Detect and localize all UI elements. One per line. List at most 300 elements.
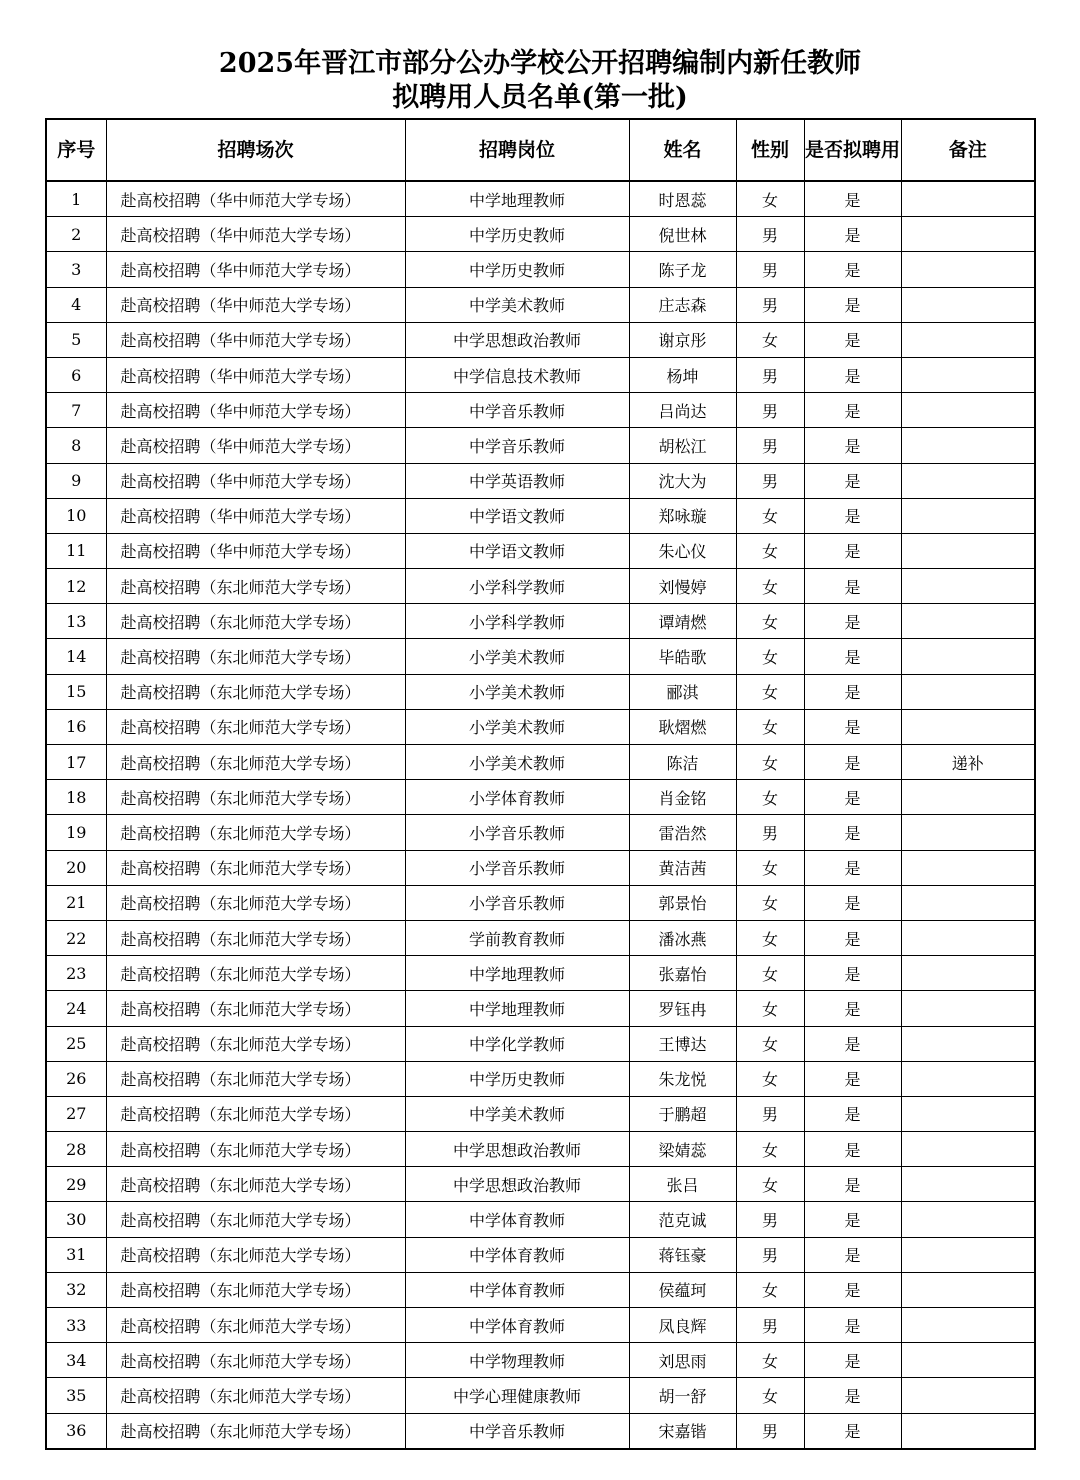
cell-no: 14 [46, 639, 106, 674]
cell-no: 31 [46, 1237, 106, 1272]
cell-session: 赴高校招聘（东北师范大学专场） [106, 674, 405, 709]
cell-position: 中学心理健康教师 [405, 1378, 629, 1413]
cell-gender: 男 [736, 463, 804, 498]
table-row [46, 1061, 1035, 1096]
cell-no: 1 [46, 181, 106, 217]
cell-session: 赴高校招聘（东北师范大学专场） [106, 1096, 405, 1131]
cell-gender: 男 [736, 1413, 804, 1449]
cell-name: 谢京彤 [629, 322, 736, 357]
cell-remark [901, 674, 1035, 709]
table-row [46, 498, 1035, 533]
cell-remark [901, 780, 1035, 815]
cell-no: 34 [46, 1343, 106, 1378]
cell-session: 赴高校招聘（东北师范大学专场） [106, 885, 405, 920]
cell-session: 赴高校招聘（华中师范大学专场） [106, 498, 405, 533]
table-row [46, 850, 1035, 885]
cell-gender: 女 [736, 1167, 804, 1202]
cell-session: 赴高校招聘（东北师范大学专场） [106, 1026, 405, 1061]
cell-session: 赴高校招聘（东北师范大学专场） [106, 1061, 405, 1096]
cell-hired: 是 [804, 1343, 901, 1378]
cell-no: 26 [46, 1061, 106, 1096]
cell-no: 36 [46, 1413, 106, 1449]
cell-session: 赴高校招聘（东北师范大学专场） [106, 1308, 405, 1343]
table-row [46, 217, 1035, 252]
cell-hired: 是 [804, 850, 901, 885]
cell-name: 梁婧蕊 [629, 1132, 736, 1167]
cell-session: 赴高校招聘（华中师范大学专场） [106, 463, 405, 498]
cell-no: 35 [46, 1378, 106, 1413]
cell-no: 29 [46, 1167, 106, 1202]
cell-session: 赴高校招聘（东北师范大学专场） [106, 850, 405, 885]
cell-name: 范克诚 [629, 1202, 736, 1237]
table-row [46, 181, 1035, 217]
cell-remark [901, 991, 1035, 1026]
cell-position: 中学思想政治教师 [405, 1167, 629, 1202]
cell-name: 雷浩然 [629, 815, 736, 850]
cell-name: 谭靖燃 [629, 604, 736, 639]
cell-hired: 是 [804, 991, 901, 1026]
cell-remark [901, 498, 1035, 533]
cell-gender: 女 [736, 780, 804, 815]
cell-gender: 女 [736, 745, 804, 780]
cell-hired: 是 [804, 569, 901, 604]
cell-position: 小学音乐教师 [405, 815, 629, 850]
cell-session: 赴高校招聘（东北师范大学专场） [106, 1167, 405, 1202]
cell-name: 刘思雨 [629, 1343, 736, 1378]
cell-hired: 是 [804, 1096, 901, 1131]
cell-gender: 女 [736, 991, 804, 1026]
cell-hired: 是 [804, 428, 901, 463]
cell-hired: 是 [804, 1202, 901, 1237]
cell-name: 郦淇 [629, 674, 736, 709]
cell-remark [901, 1378, 1035, 1413]
cell-session: 赴高校招聘（东北师范大学专场） [106, 569, 405, 604]
cell-position: 小学体育教师 [405, 780, 629, 815]
cell-no: 25 [46, 1026, 106, 1061]
cell-gender: 男 [736, 1096, 804, 1131]
table-row [46, 674, 1035, 709]
cell-hired: 是 [804, 815, 901, 850]
cell-hired: 是 [804, 780, 901, 815]
cell-name: 宋嘉锴 [629, 1413, 736, 1449]
cell-gender: 男 [736, 357, 804, 392]
cell-hired: 是 [804, 604, 901, 639]
cell-session: 赴高校招聘（东北师范大学专场） [106, 1132, 405, 1167]
cell-position: 中学历史教师 [405, 217, 629, 252]
cell-no: 7 [46, 393, 106, 428]
cell-remark [901, 1132, 1035, 1167]
cell-name: 吕尚达 [629, 393, 736, 428]
cell-position: 小学科学教师 [405, 604, 629, 639]
cell-no: 12 [46, 569, 106, 604]
cell-gender: 男 [736, 1237, 804, 1272]
cell-position: 中学思想政治教师 [405, 322, 629, 357]
cell-hired: 是 [804, 1308, 901, 1343]
table-row [46, 1378, 1035, 1413]
cell-remark [901, 428, 1035, 463]
cell-session: 赴高校招聘（东北师范大学专场） [106, 1343, 405, 1378]
cell-name: 刘慢婷 [629, 569, 736, 604]
table-row [46, 1272, 1035, 1307]
cell-remark [901, 920, 1035, 955]
cell-gender: 女 [736, 1343, 804, 1378]
table-row [46, 1343, 1035, 1378]
cell-hired: 是 [804, 674, 901, 709]
cell-remark [901, 569, 1035, 604]
cell-remark [901, 533, 1035, 568]
cell-remark [901, 1167, 1035, 1202]
cell-name: 黄洁茜 [629, 850, 736, 885]
cell-hired: 是 [804, 252, 901, 287]
header-no: 序号 [46, 119, 106, 181]
cell-name: 朱龙悦 [629, 1061, 736, 1096]
table-row [46, 991, 1035, 1026]
table-body [46, 181, 1035, 1449]
cell-gender: 男 [736, 815, 804, 850]
cell-name: 张嘉怡 [629, 956, 736, 991]
table-row [46, 533, 1035, 568]
cell-remark: 递补 [901, 745, 1035, 780]
cell-no: 30 [46, 1202, 106, 1237]
cell-name: 王博达 [629, 1026, 736, 1061]
cell-gender: 女 [736, 533, 804, 568]
cell-session: 赴高校招聘（华中师范大学专场） [106, 287, 405, 322]
cell-no: 16 [46, 709, 106, 744]
cell-hired: 是 [804, 1378, 901, 1413]
cell-position: 小学音乐教师 [405, 885, 629, 920]
cell-gender: 女 [736, 1378, 804, 1413]
table-row [46, 357, 1035, 392]
cell-no: 11 [46, 533, 106, 568]
table-row [46, 709, 1035, 744]
cell-gender: 男 [736, 428, 804, 463]
cell-hired: 是 [804, 181, 901, 217]
cell-position: 小学音乐教师 [405, 850, 629, 885]
cell-remark [901, 1202, 1035, 1237]
cell-no: 5 [46, 322, 106, 357]
cell-hired: 是 [804, 287, 901, 322]
table-row [46, 569, 1035, 604]
cell-session: 赴高校招聘（东北师范大学专场） [106, 604, 405, 639]
cell-remark [901, 1096, 1035, 1131]
cell-hired: 是 [804, 920, 901, 955]
cell-gender: 女 [736, 920, 804, 955]
cell-session: 赴高校招聘（东北师范大学专场） [106, 745, 405, 780]
header-remark: 备注 [901, 119, 1035, 181]
cell-hired: 是 [804, 1237, 901, 1272]
cell-session: 赴高校招聘（华中师范大学专场） [106, 357, 405, 392]
cell-name: 沈大为 [629, 463, 736, 498]
cell-session: 赴高校招聘（华中师范大学专场） [106, 533, 405, 568]
cell-session: 赴高校招聘（东北师范大学专场） [106, 815, 405, 850]
cell-remark [901, 709, 1035, 744]
cell-gender: 女 [736, 885, 804, 920]
table-row [46, 393, 1035, 428]
cell-gender: 女 [736, 850, 804, 885]
cell-no: 22 [46, 920, 106, 955]
cell-gender: 女 [736, 1272, 804, 1307]
cell-position: 中学信息技术教师 [405, 357, 629, 392]
cell-name: 杨坤 [629, 357, 736, 392]
cell-name: 胡松江 [629, 428, 736, 463]
cell-position: 中学语文教师 [405, 498, 629, 533]
cell-name: 耿熠燃 [629, 709, 736, 744]
cell-no: 21 [46, 885, 106, 920]
cell-session: 赴高校招聘（东北师范大学专场） [106, 639, 405, 674]
cell-no: 32 [46, 1272, 106, 1307]
cell-hired: 是 [804, 885, 901, 920]
cell-remark [901, 885, 1035, 920]
cell-gender: 女 [736, 956, 804, 991]
cell-gender: 女 [736, 498, 804, 533]
header-gender: 性别 [736, 119, 804, 181]
cell-position: 中学历史教师 [405, 1061, 629, 1096]
cell-position: 中学音乐教师 [405, 428, 629, 463]
cell-name: 侯蕴珂 [629, 1272, 736, 1307]
table-row [46, 1026, 1035, 1061]
cell-position: 小学科学教师 [405, 569, 629, 604]
cell-name: 蒋钰豪 [629, 1237, 736, 1272]
cell-hired: 是 [804, 1132, 901, 1167]
cell-gender: 男 [736, 252, 804, 287]
table-row [46, 463, 1035, 498]
cell-remark [901, 1413, 1035, 1449]
table-row [46, 322, 1035, 357]
cell-gender: 男 [736, 217, 804, 252]
cell-no: 27 [46, 1096, 106, 1131]
header-session: 招聘场次 [106, 119, 405, 181]
cell-remark [901, 1061, 1035, 1096]
cell-hired: 是 [804, 357, 901, 392]
cell-session: 赴高校招聘（东北师范大学专场） [106, 1413, 405, 1449]
cell-position: 中学地理教师 [405, 181, 629, 217]
cell-gender: 男 [736, 287, 804, 322]
table-row [46, 885, 1035, 920]
table-row [46, 604, 1035, 639]
cell-name: 凤良辉 [629, 1308, 736, 1343]
cell-no: 15 [46, 674, 106, 709]
cell-gender: 女 [736, 1026, 804, 1061]
cell-gender: 女 [736, 604, 804, 639]
cell-position: 中学地理教师 [405, 991, 629, 1026]
cell-hired: 是 [804, 393, 901, 428]
cell-remark [901, 217, 1035, 252]
cell-position: 中学美术教师 [405, 1096, 629, 1131]
table-row [46, 745, 1035, 780]
header-hired: 是否拟聘用 [804, 119, 901, 181]
cell-position: 中学美术教师 [405, 287, 629, 322]
cell-remark [901, 850, 1035, 885]
table-row [46, 1167, 1035, 1202]
cell-gender: 女 [736, 181, 804, 217]
cell-no: 19 [46, 815, 106, 850]
cell-hired: 是 [804, 1026, 901, 1061]
cell-name: 倪世林 [629, 217, 736, 252]
cell-no: 4 [46, 287, 106, 322]
cell-session: 赴高校招聘（华中师范大学专场） [106, 181, 405, 217]
cell-name: 肖金铭 [629, 780, 736, 815]
cell-remark [901, 1237, 1035, 1272]
header-position: 招聘岗位 [405, 119, 629, 181]
cell-name: 罗钰冉 [629, 991, 736, 1026]
cell-position: 小学美术教师 [405, 745, 629, 780]
cell-remark [901, 1308, 1035, 1343]
cell-no: 9 [46, 463, 106, 498]
cell-no: 17 [46, 745, 106, 780]
cell-position: 中学化学教师 [405, 1026, 629, 1061]
cell-hired: 是 [804, 533, 901, 568]
cell-session: 赴高校招聘（东北师范大学专场） [106, 1272, 405, 1307]
table-row [46, 1202, 1035, 1237]
table-row [46, 1413, 1035, 1449]
cell-name: 陈洁 [629, 745, 736, 780]
cell-no: 18 [46, 780, 106, 815]
cell-position: 中学地理教师 [405, 956, 629, 991]
cell-session: 赴高校招聘（华中师范大学专场） [106, 428, 405, 463]
cell-hired: 是 [804, 1272, 901, 1307]
cell-no: 13 [46, 604, 106, 639]
cell-gender: 男 [736, 1202, 804, 1237]
cell-session: 赴高校招聘（华中师范大学专场） [106, 393, 405, 428]
cell-hired: 是 [804, 217, 901, 252]
cell-gender: 女 [736, 674, 804, 709]
cell-gender: 女 [736, 639, 804, 674]
cell-no: 8 [46, 428, 106, 463]
cell-hired: 是 [804, 1167, 901, 1202]
cell-remark [901, 1343, 1035, 1378]
header-row [46, 119, 1035, 181]
cell-remark [901, 322, 1035, 357]
cell-hired: 是 [804, 463, 901, 498]
cell-gender: 女 [736, 1132, 804, 1167]
cell-position: 中学物理教师 [405, 1343, 629, 1378]
cell-remark [901, 604, 1035, 639]
table-row [46, 1237, 1035, 1272]
cell-hired: 是 [804, 1413, 901, 1449]
cell-no: 3 [46, 252, 106, 287]
table-row [46, 815, 1035, 850]
table-row [46, 1096, 1035, 1131]
cell-position: 中学思想政治教师 [405, 1132, 629, 1167]
table-row [46, 956, 1035, 991]
cell-hired: 是 [804, 956, 901, 991]
cell-name: 毕皓歌 [629, 639, 736, 674]
cell-session: 赴高校招聘（东北师范大学专场） [106, 1378, 405, 1413]
cell-hired: 是 [804, 709, 901, 744]
cell-gender: 男 [736, 393, 804, 428]
cell-name: 时恩蕊 [629, 181, 736, 217]
cell-remark [901, 1272, 1035, 1307]
cell-session: 赴高校招聘（华中师范大学专场） [106, 217, 405, 252]
cell-position: 学前教育教师 [405, 920, 629, 955]
title-line-2: 拟聘用人员名单(第一批) [392, 82, 688, 113]
cell-hired: 是 [804, 498, 901, 533]
roster-table [45, 118, 1036, 1450]
cell-position: 中学语文教师 [405, 533, 629, 568]
cell-position: 中学体育教师 [405, 1237, 629, 1272]
cell-position: 小学美术教师 [405, 674, 629, 709]
cell-position: 中学英语教师 [405, 463, 629, 498]
header-name: 姓名 [629, 119, 736, 181]
table-row [46, 287, 1035, 322]
cell-session: 赴高校招聘（东北师范大学专场） [106, 1237, 405, 1272]
cell-remark [901, 956, 1035, 991]
cell-no: 6 [46, 357, 106, 392]
table-row [46, 639, 1035, 674]
cell-remark [901, 639, 1035, 674]
cell-remark [901, 287, 1035, 322]
cell-hired: 是 [804, 322, 901, 357]
cell-gender: 女 [736, 569, 804, 604]
cell-position: 中学体育教师 [405, 1272, 629, 1307]
cell-position: 小学美术教师 [405, 639, 629, 674]
cell-position: 中学音乐教师 [405, 393, 629, 428]
cell-name: 张吕 [629, 1167, 736, 1202]
cell-remark [901, 1026, 1035, 1061]
cell-hired: 是 [804, 1061, 901, 1096]
cell-gender: 女 [736, 1061, 804, 1096]
cell-name: 胡一舒 [629, 1378, 736, 1413]
cell-no: 20 [46, 850, 106, 885]
table-row [46, 780, 1035, 815]
cell-session: 赴高校招聘（东北师范大学专场） [106, 1202, 405, 1237]
cell-name: 郭景怡 [629, 885, 736, 920]
cell-position: 中学体育教师 [405, 1202, 629, 1237]
cell-session: 赴高校招聘（东北师范大学专场） [106, 991, 405, 1026]
cell-hired: 是 [804, 745, 901, 780]
cell-name: 朱心仪 [629, 533, 736, 568]
title-line-1: 2025年晋江市部分公办学校公开招聘编制内新任教师 [218, 48, 862, 79]
cell-name: 潘冰燕 [629, 920, 736, 955]
cell-hired: 是 [804, 639, 901, 674]
table-row [46, 252, 1035, 287]
cell-name: 庄志森 [629, 287, 736, 322]
cell-no: 10 [46, 498, 106, 533]
cell-session: 赴高校招聘（东北师范大学专场） [106, 709, 405, 744]
cell-session: 赴高校招聘（华中师范大学专场） [106, 322, 405, 357]
cell-position: 小学美术教师 [405, 709, 629, 744]
cell-gender: 女 [736, 322, 804, 357]
cell-position: 中学历史教师 [405, 252, 629, 287]
table-row [46, 920, 1035, 955]
cell-gender: 女 [736, 709, 804, 744]
cell-remark [901, 252, 1035, 287]
cell-session: 赴高校招聘（东北师范大学专场） [106, 920, 405, 955]
table-row [46, 1308, 1035, 1343]
cell-name: 郑咏璇 [629, 498, 736, 533]
cell-remark [901, 463, 1035, 498]
cell-gender: 男 [736, 1308, 804, 1343]
cell-session: 赴高校招聘（东北师范大学专场） [106, 780, 405, 815]
cell-remark [901, 357, 1035, 392]
cell-no: 2 [46, 217, 106, 252]
cell-no: 28 [46, 1132, 106, 1167]
table-row [46, 1132, 1035, 1167]
cell-no: 23 [46, 956, 106, 991]
cell-position: 中学音乐教师 [405, 1413, 629, 1449]
cell-no: 33 [46, 1308, 106, 1343]
cell-name: 陈子龙 [629, 252, 736, 287]
cell-name: 于鹏超 [629, 1096, 736, 1131]
cell-remark [901, 393, 1035, 428]
cell-position: 中学体育教师 [405, 1308, 629, 1343]
cell-remark [901, 181, 1035, 217]
cell-remark [901, 815, 1035, 850]
cell-session: 赴高校招聘（华中师范大学专场） [106, 252, 405, 287]
table-row [46, 428, 1035, 463]
cell-session: 赴高校招聘（东北师范大学专场） [106, 956, 405, 991]
cell-no: 24 [46, 991, 106, 1026]
